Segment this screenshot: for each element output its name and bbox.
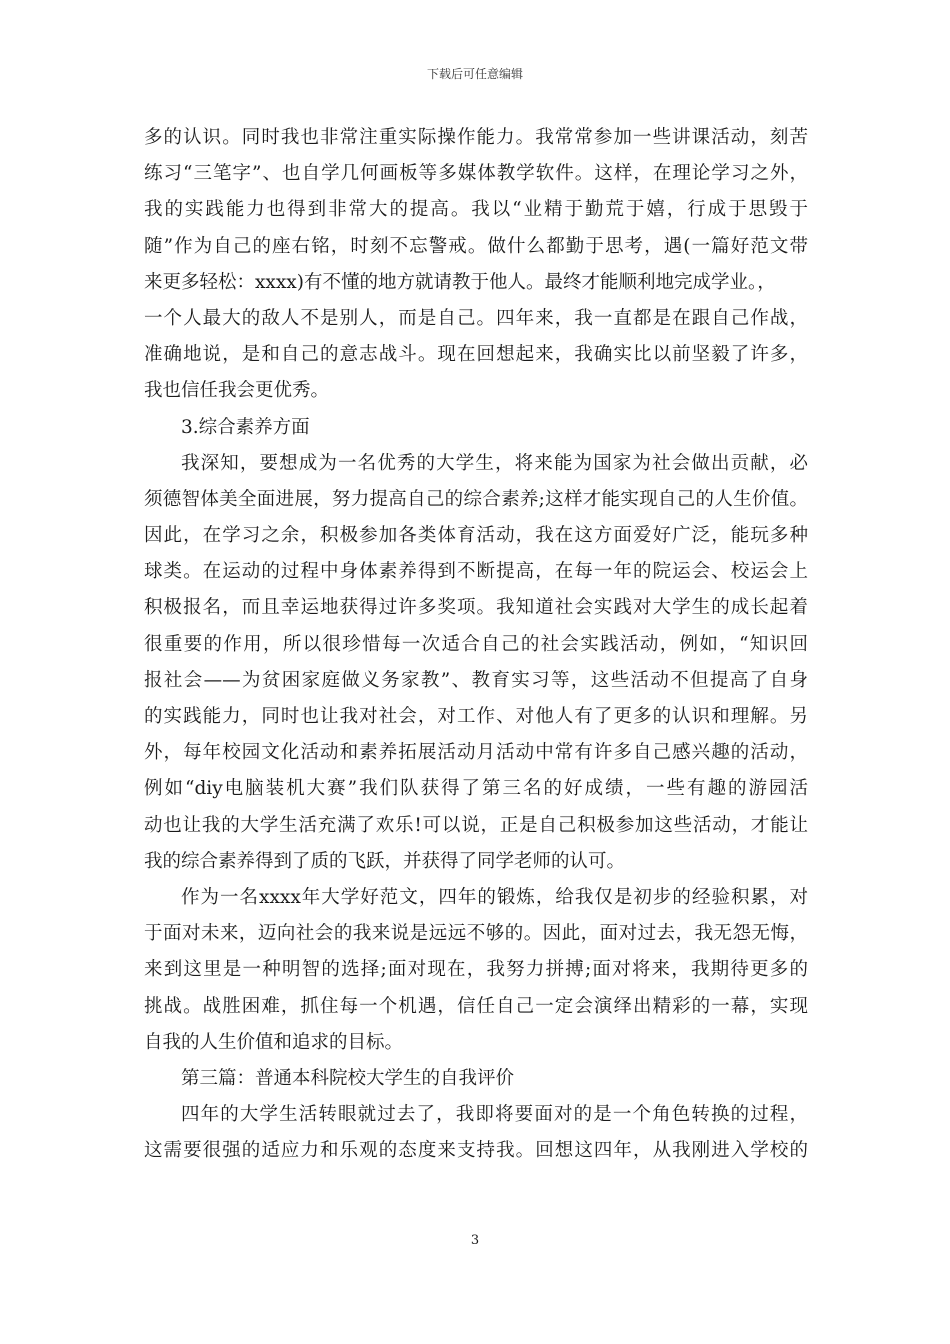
text-line: 自我的人生价值和追求的目标。 <box>144 1031 404 1053</box>
text-line: 3.综合素养方面 <box>181 416 310 438</box>
page-header: 下载后可任意编辑 <box>426 67 523 81</box>
text-line: 动也让我的大学生活充满了欢乐!可以说，正是自己积极参加这些活动，才能让 <box>144 814 808 836</box>
text-line: 我也信任我会更优秀。 <box>144 380 330 402</box>
text-line: 我深知，要想成为一名优秀的大学生，将来能为国家为社会做出贡献，必 <box>181 452 808 474</box>
text-line: 多的认识。同时我也非常注重实际操作能力。我常常参加一些讲课活动，刻苦 <box>144 127 808 148</box>
text-line: 于面对未来，迈向社会的我来说是远远不够的。因此，面对过去，我无怨无悔， <box>144 923 808 945</box>
text-line: 很重要的作用，所以很珍惜每一次适合自己的社会实践活动，例如，“知识回 <box>144 633 808 655</box>
text-line: 积极报名，而且幸运地获得过许多奖项。我知道社会实践对大学生的成长起着 <box>144 597 808 619</box>
text-line: 例如“diy电脑装机大赛”我们队获得了第三名的好成绩，一些有趣的游园活 <box>144 778 808 800</box>
text-line: 准确地说，是和自己的意志战斗。现在回想起来，我确实比以前坚毅了许多， <box>144 344 808 366</box>
text-line: 来到这里是一种明智的选择;面对现在，我努力拼搏;面对将来，我期待更多的 <box>144 959 808 981</box>
page-number: 3 <box>470 1233 480 1248</box>
text-line: 随”作为自己的座右铭，时刻不忘警戒。做什么都勤于思考，遇(一篇好范文带 <box>144 235 808 257</box>
text-line: 因此，在学习之余，积极参加各类体育活动，我在这方面爱好广泛，能玩多种 <box>144 525 808 547</box>
text-line: 挑战。战胜困难，抓住每一个机遇，信任自己一定会演绎出精彩的一幕，实现 <box>144 995 808 1017</box>
text-line: 我的综合素养得到了质的飞跃，并获得了同学老师的认可。 <box>144 850 626 872</box>
text-line: 报社会——为贫困家庭做义务家教”、教育实习等，这些活动不但提高了自身 <box>144 669 808 691</box>
text-line: 的实践能力，同时也让我对社会，对工作、对他人有了更多的认识和理解。另 <box>144 706 808 727</box>
text-line: 外，每年校园文化活动和素养拓展活动月活动中常有许多自己感兴趣的活动， <box>144 742 808 764</box>
text-line: 第三篇：普通本科院校大学生的自我评价 <box>181 1067 515 1089</box>
text-line: 练习“三笔字”、也自学几何画板等多媒体教学软件。这样，在理论学习之外， <box>144 163 808 185</box>
text-line: 一个人最大的敌人不是别人，而是自己。四年来，我一直都是在跟自己作战， <box>144 307 808 329</box>
document-body <box>144 120 808 1169</box>
text-line: 我的实践能力也得到非常大的提高。我以“业精于勤荒于嬉，行成于思毁于 <box>144 199 808 221</box>
text-line: 球类。在运动的过程中身体素养得到不断提高，在每一年的院运会、校运会上 <box>144 561 808 583</box>
text-line: 四年的大学生活转眼就过去了，我即将要面对的是一个角色转换的过程， <box>181 1104 808 1126</box>
text-line: 作为一名xxxx年大学好范文，四年的锻炼，给我仅是初步的经验积累，对 <box>181 886 808 908</box>
text-line: 这需要很强的适应力和乐观的态度来支持我。回想这四年，从我刚进入学校的 <box>144 1140 808 1162</box>
text-line: 须德智体美全面进展，努力提高自己的综合素养;这样才能实现自己的人生价值。 <box>144 488 808 510</box>
text-line: 来更多轻松：xxxx)有不懂的地方就请教于他人。最终才能顺利地完成学业。， <box>144 271 776 293</box>
